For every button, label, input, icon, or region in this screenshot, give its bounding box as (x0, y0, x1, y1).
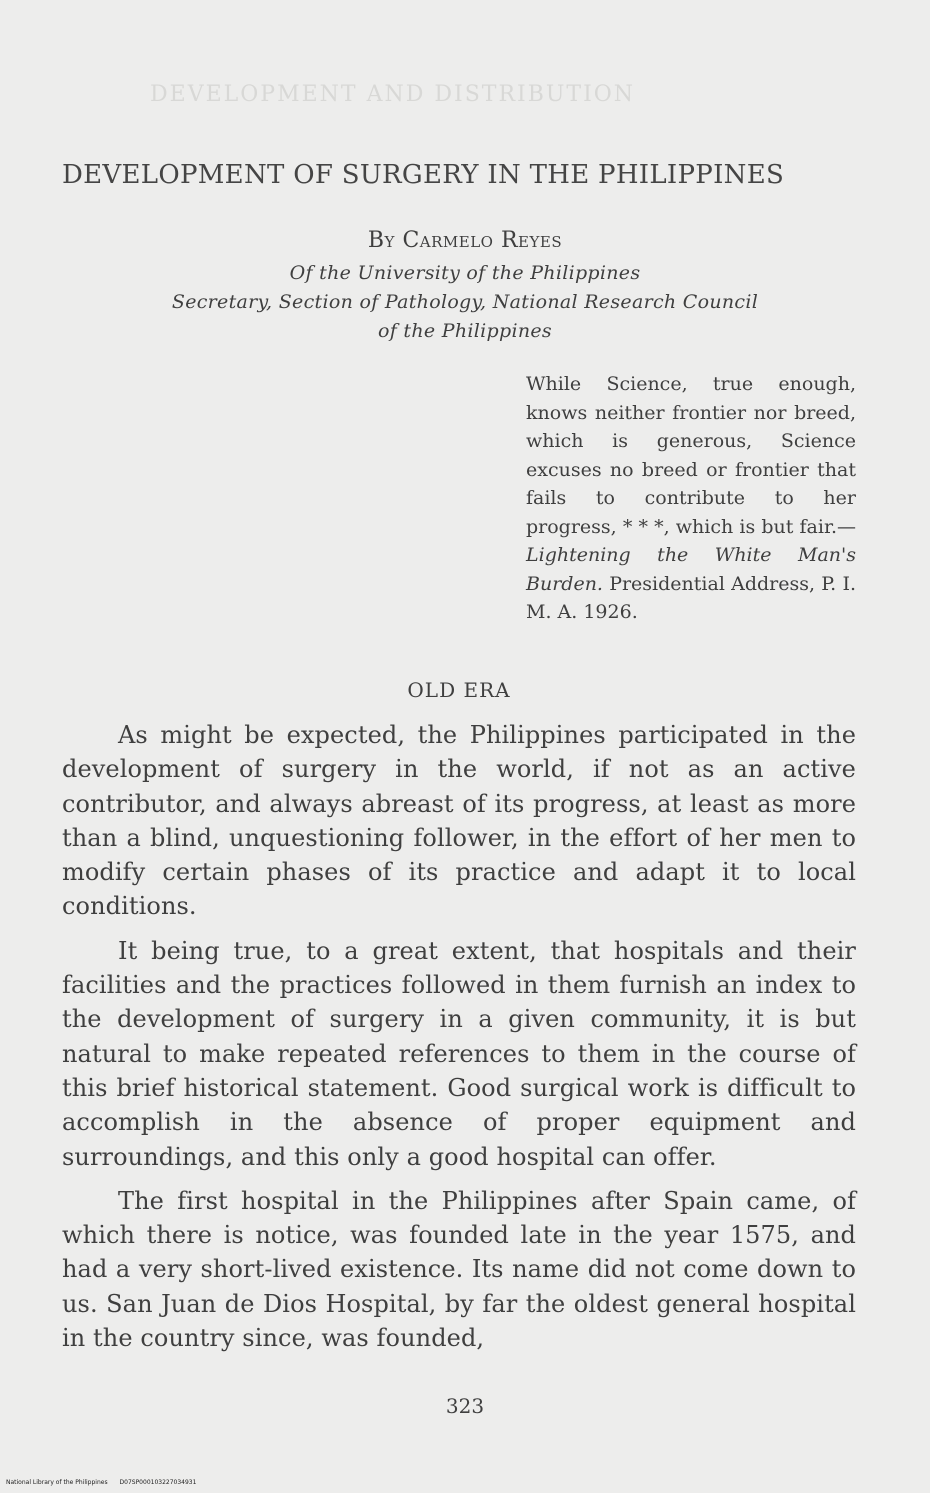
paragraph: It being true, to a great extent, that hospitals and their facilities and the practices followed in them furnish an index to the development of surgery in a given community, it is but natural to make repeated references to them in the course of this brief historical statement. Good surgical work is difficult to accomplish in the absence of proper equipment and surroundings, and this only a good hospital can offer. (62, 936, 856, 1171)
affiliation-line-2: Secretary, Section of Pathology, National Research Council (171, 291, 759, 313)
page-number: 323 (445, 1394, 485, 1418)
show-through-header: DEVELOPMENT AND DISTRIBUTION (150, 82, 636, 107)
section-heading: OLD ERA (407, 678, 511, 702)
article-title: DEVELOPMENT OF SURGERY IN THE PHILIPPINES (62, 160, 785, 190)
library-name: National Library of the Philippines (6, 1479, 108, 1486)
epigraph (526, 370, 856, 627)
paragraph: As might be expected, the Philippines participated in the development of surgery in the world, if not as an active contributor, and always abreast of its progress, at least as more than a blind, unquestioning follower, in the effort of her men to modify certain phases of its practice and adapt it to local conditions. (62, 721, 856, 921)
epigraph-source-detail: Presidential Address, P. I. M. A. 1926. (526, 572, 856, 623)
affiliation-line-1: Of the University of the Philippines (289, 262, 641, 284)
epigraph-source-title: Lightening the White Man's Burden. (526, 544, 856, 595)
epigraph-quote: While Science, true enough, knows neither frontier nor breed, which is generous, Science excuses no breed or frontier that fails to contribute to her progress, * * *, which is but fair.— (526, 373, 856, 538)
paragraph: The first hospital in the Philippines after Spain came, of which there is notice, was founded late in the year 1575, and had a very short-lived existence. Its name did not come down to us. San Juan de Dios Hospital, by far the oldest general hospital in the country since, was founded, (62, 1186, 856, 1353)
author-byline: By Carmelo Reyes (367, 228, 563, 253)
affiliation-line-3: of the Philippines (378, 320, 552, 342)
document-code: D07SP000103227034931 (119, 1479, 197, 1486)
article-body (62, 718, 856, 1365)
scan-footer (6, 1479, 206, 1486)
